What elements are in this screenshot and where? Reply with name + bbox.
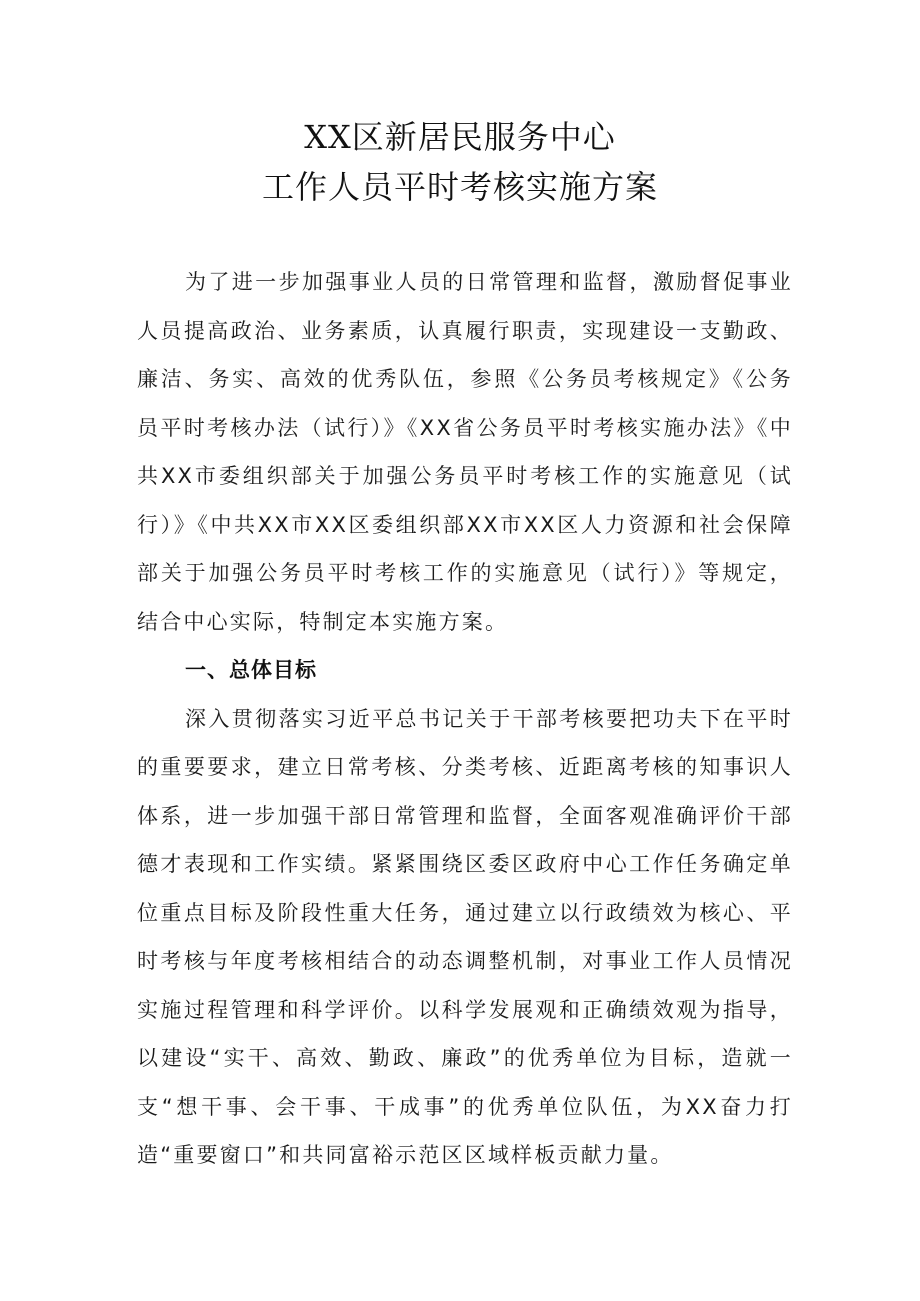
document-title bbox=[0, 112, 920, 212]
section-paragraph-1: 深入贯彻落实习近平总书记关于干部考核要把功夫下在平时的重要要求，建立日常考核、分类考核、近距离考核的知事识人体系，进一步加强干部日常管理和监督，全面客观准确评价干部德才表现和工作实绩。紧紧围绕区委区政府中心工作任务确定单位重点目标及阶段性重大任务，通过建立以行政绩效为核心、平时考核与年度考核相结合的动态调整机制，对事业工作人员情况实施过程管理和科学评价。以科学发展观和正确绩效观为指导，以建设“实干、高效、勤政、廉政”的优秀单位为目标，造就一支“想干事、会干事、干成事”的优秀单位队伍，为XX奋力打造“重要窗口”和共同富裕示范区区域样板贡献力量。 bbox=[137, 706, 793, 1167]
section-heading-1: 一、总体目标 bbox=[185, 658, 317, 682]
title-line-1: XX区新居民服务中心 bbox=[304, 118, 616, 156]
document-body bbox=[137, 258, 793, 1180]
title-line-2: 工作人员平时考核实施方案 bbox=[261, 168, 658, 206]
intro-paragraph: 为了进一步加强事业人员的日常管理和监督，激励督促事业人员提高政治、业务素质，认真履行职责，实现建设一支勤政、廉洁、务实、高效的优秀队伍，参照《公务员考核规定》《公务员平时考核办法（试行）》《XX省公务员平时考核实施办法》《中共XX市委组织部关于加强公务员平时考核工作的实施意见（试行）》《中共XX市XX区委组织部XX市XX区人力资源和社会保障部关于加强公务员平时考核工作的实施意见（试行）》等规定，结合中心实际，特制定本实施方案。 bbox=[137, 270, 793, 634]
